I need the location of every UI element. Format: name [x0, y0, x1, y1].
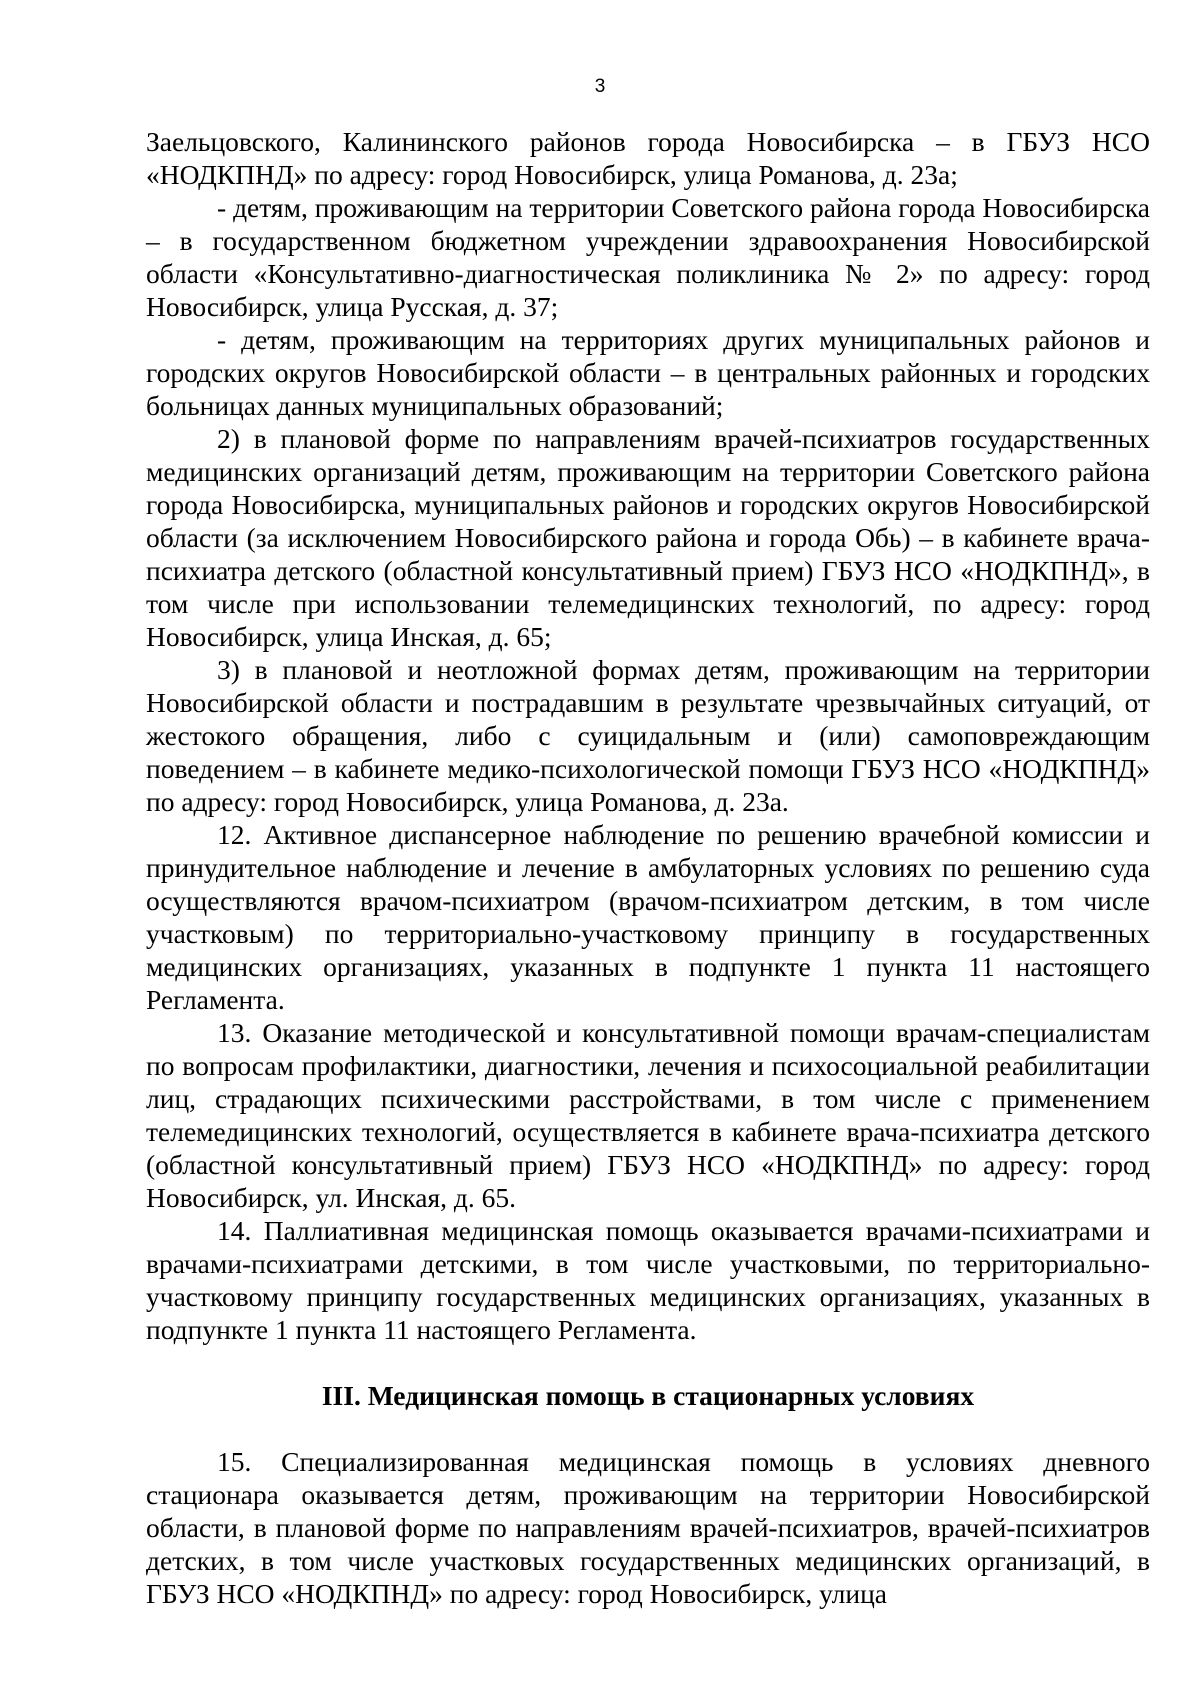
paragraph-item-3: 3) в плановой и неотложной формах детям, проживающим на территории Новосибирской области и пострадавшим в результате чрезвычайных ситуаций, от жестокого обращения, либо с суицидальным и (или) самоповреждающим поведением – в кабинете медико-психологической помощи ГБУЗ НСО «НОДКПНД» по адресу: город Новосибирск, улица Романова, д. 23а.	[146, 654, 1150, 817]
paragraph-other-districts: - детям, проживающим на территориях других муниципальных районов и городских округов Новосибирской области – в центральных районных и городских больницах данных муниципальных образований;	[146, 324, 1150, 421]
page-number: 3	[594, 76, 606, 97]
document-body	[146, 125, 1150, 1610]
paragraph-clause-14: 14. Паллиативная медицинская помощь оказывается врачами-психиатрами и врачами-психиатрами детскими, в том числе участковыми, по территориально-участковому принципу государственных медицинских организациях, указанных в подпункте 1 пункта 11 настоящего Регламента.	[146, 1215, 1150, 1345]
paragraph-clause-15: 15. Специализированная медицинская помощь в условиях дневного стационара оказывается детям, проживающим на территории Новосибирской области, в плановой форме по направлениям врачей-психиатров, врачей-психиатров детских, в том числе участковых государственных медицинских организаций, в ГБУЗ НСО «НОДКПНД» по адресу: город Новосибирск, улица	[146, 1446, 1150, 1609]
paragraph-clause-13: 13. Оказание методической и консультативной помощи врачам-специалистам по вопросам профилактики, диагностики, лечения и психосоциальной реабилитации лиц, страдающих психическими расстройствами, в том числе с применением телемедицинских технологий, осуществляется в кабинете врача-психиатра детского (областной консультативный прием) ГБУЗ НСО «НОДКПНД» по адресу: город Новосибирск, ул. Инская, д. 65.	[146, 1017, 1150, 1213]
section-heading: III. Медицинская помощь в стационарных условиях	[321, 1380, 975, 1411]
paragraph-item-2: 2) в плановой форме по направлениям врачей-психиатров государственных медицинских организаций детям, проживающим на территории Советского района города Новосибирска, муниципальных районов и городских округов Новосибирской области (за исключением Новосибирского района и города Обь) – в кабинете врача-психиатра детского (областной консультативный прием) ГБУЗ НСО «НОДКПНД», в том числе при использовании телемедицинских технологий, по адресу: город Новосибирск, улица Инская, д. 65;	[146, 423, 1150, 652]
paragraph-sovetsky-district: - детям, проживающим на территории Советского района города Новосибирска – в государственном бюджетном учреждении здравоохранения Новосибирской области «Консультативно-диагностическая поликлиника № 2» по адресу: город Новосибирск, улица Русская, д. 37;	[146, 192, 1150, 322]
paragraph-zaeltsovsky-address: Заельцовского, Калининского районов города Новосибирска – в ГБУЗ НСО «НОДКПНД» по адресу: город Новосибирск, улица Романова, д. 23а;	[146, 126, 1150, 190]
paragraph-clause-12: 12. Активное диспансерное наблюдение по решению врачебной комиссии и принудительное наблюдение и лечение в амбулаторных условиях по решению суда осуществляются врачом-психиатром (врачом-психиатром детским, в том числе участковым) по территориально-участковому принципу в государственных медицинских организациях, указанных в подпункте 1 пункта 11 настоящего Регламента.	[146, 819, 1150, 1015]
